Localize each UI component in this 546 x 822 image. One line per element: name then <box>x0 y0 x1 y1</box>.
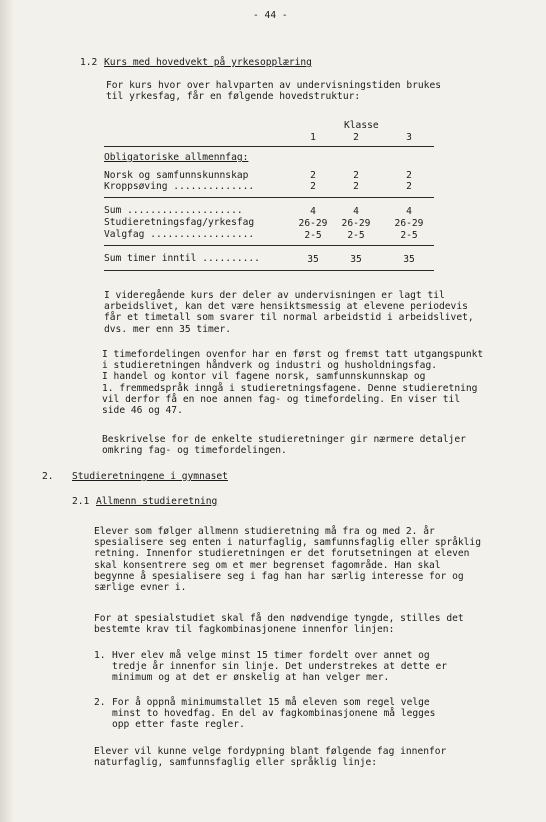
table-rule <box>104 245 434 246</box>
text-line: Hver elev må velge minst 15 timer fordelt over annet og <box>112 650 430 661</box>
text-line: retning. Innenfor studieretningen er det forutsetningen at eleven <box>94 548 470 560</box>
table-cell: 4 <box>353 206 359 217</box>
text-line: omkring fag- og timefordelingen. <box>102 445 287 457</box>
text-line: Elever vil kunne velge fordypning blant følgende fag innenfor <box>94 746 447 757</box>
table-column-header: 2 <box>353 132 359 143</box>
text-line: til yrkesfag, får en følgende hovedstruktur: <box>106 91 361 103</box>
table-group-label: Obligatoriske allmennfag: <box>104 152 249 163</box>
page-number: - 44 - <box>253 10 288 21</box>
table-row-label: Studieretningsfag/yrkesfag <box>104 217 255 228</box>
text-line: vil derfor få en noe annen fag- og timefordeling. En viser til <box>102 393 461 405</box>
list-item <box>112 697 435 731</box>
table-cell: 2 <box>406 181 412 192</box>
paragraph <box>104 290 474 335</box>
text-line: I handel og kontor vil fagene norsk, samfunnskunnskap og <box>102 371 426 383</box>
text-line: For at spesialstudiet skal få den nødvendige tyngde, stilles det <box>94 613 464 624</box>
text-line: særlige evner i. <box>94 582 187 594</box>
text-line: Beskrivelse for de enkelte studieretninger gir nærmere detaljer <box>102 434 466 445</box>
paragraph <box>102 349 483 416</box>
text-line: 1. fremmedspråk inngå i studieretningsfagene. Denne studieretning <box>102 382 478 394</box>
section-2-title: Studieretningene i gymnaset <box>72 471 228 482</box>
table-header-group: Klasse <box>344 120 379 131</box>
text-line: begynne å spesialisere seg i fag han har særlig interesse for og <box>94 570 464 582</box>
table-cell: 2 <box>353 170 359 181</box>
section-1-2-title: Kurs med hovedvekt på yrkesopplæring <box>104 57 312 68</box>
table-cell: 4 <box>406 206 412 217</box>
table-cell: 2 <box>310 181 316 192</box>
table-total-cell: 35 <box>350 254 362 265</box>
text-line: side 46 og 47. <box>102 405 183 417</box>
table-row-label: Valgfag .................. <box>104 229 255 240</box>
table-row-label: Sum .................... <box>104 205 243 216</box>
table-cell: 2 <box>406 170 412 181</box>
section-1-2-number: 1.2 <box>80 57 98 68</box>
text-line: skal konsentrere seg om et mer begrenset fagområde. Han skal <box>94 559 441 571</box>
text-line: opp etter faste regler. <box>112 719 245 731</box>
text-line: minst to hovedfag. En del av fagkombinasjonene må legges <box>112 708 436 720</box>
table-column-header: 3 <box>406 132 412 143</box>
text-line: minimum og at det er ønskelig at han velger mer. <box>112 672 390 684</box>
table-row-label: Kroppsøving .............. <box>104 181 255 192</box>
list-item <box>112 650 447 684</box>
text-line: dvs. mer enn 35 timer. <box>104 323 232 335</box>
text-line: For å oppnå minimumstallet 15 må eleven som regel velge <box>112 697 430 708</box>
table-row-label: Norsk og samfunnskunnskap <box>104 170 249 181</box>
text-line: arbeidslivet, kan det være hensiktsmessig at elevene periodevis <box>104 301 468 313</box>
table-cell: 2-5 <box>400 230 418 241</box>
list-item-number: 1. <box>94 650 106 661</box>
page-edge-shadow <box>0 0 14 822</box>
text-line: bestemte krav til fagkombinasjonene innenfor linjen: <box>94 624 395 636</box>
section-2-1-number: 2.1 <box>72 496 90 507</box>
section-2-number: 2. <box>42 471 54 482</box>
text-line: får et timetall som svarer til normal arbeidstid i arbeidslivet, <box>104 312 474 324</box>
table-cell: 2-5 <box>304 230 322 241</box>
text-line: i studieretningen håndverk og industri og husholdningsfag. <box>102 360 438 372</box>
paragraph <box>94 613 464 635</box>
table-rule-bottom <box>104 270 434 271</box>
list-item-number: 2. <box>94 697 106 708</box>
section-1-2-intro <box>106 80 441 102</box>
table-cell: 26-29 <box>298 218 328 229</box>
table-cell: 2 <box>310 170 316 181</box>
paragraph <box>94 746 446 768</box>
text-line: naturfaglig, samfunnsfaglig eller språklig linje: <box>94 757 378 769</box>
text-line: I timefordelingen ovenfor har en først og fremst tatt utgangspunkt <box>102 349 484 360</box>
text-line: Elever som følger allmenn studieretning må fra og med 2. år <box>94 526 435 537</box>
table-total-label: Sum timer inntil .......... <box>104 253 260 264</box>
text-line: For kurs hvor over halvparten av undervisningstiden brukes <box>106 80 442 91</box>
text-line: spesialisere seg enten i naturfaglig, samfunnsfaglig eller språklig <box>94 537 481 549</box>
table-cell: 4 <box>310 206 316 217</box>
section-2-1-title: Allmenn studieretning <box>96 496 218 507</box>
text-line: tredje år innenfor sin linje. Det understrekes at dette er <box>112 661 448 673</box>
table-total-cell: 35 <box>307 254 319 265</box>
table-cell: 26-29 <box>341 218 371 229</box>
table-rule <box>104 146 434 147</box>
table-cell: 2-5 <box>347 230 365 241</box>
table-total-cell: 35 <box>403 254 415 265</box>
table-cell: 26-29 <box>394 218 424 229</box>
paragraph <box>94 526 481 593</box>
text-line: I videregående kurs der deler av undervisningen er lagt til <box>104 290 445 301</box>
table-cell: 2 <box>353 181 359 192</box>
table-rule <box>104 197 434 198</box>
table-column-header: 1 <box>310 132 316 143</box>
paragraph <box>102 434 466 456</box>
